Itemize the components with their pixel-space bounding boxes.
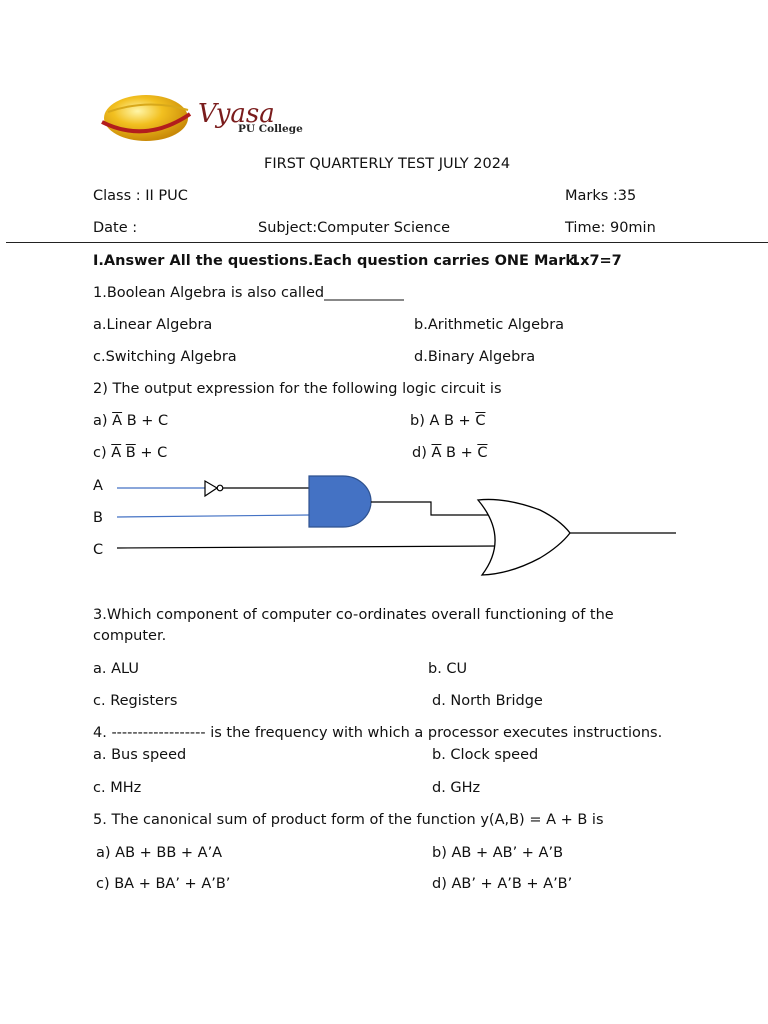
q4-option-a: a. Bus speed [93,747,187,763]
or-gate [478,499,570,575]
q1-option-c: c.Switching Algebra [93,349,237,365]
date-label: Date : [93,220,138,236]
test-title: FIRST QUARTERLY TEST JULY 2024 [264,156,511,172]
question-3-line1: 3.Which component of computer co-ordinates overall functioning of the [93,607,614,623]
question-4: 4. ------------------ is the frequency with which a processor executes instructions. [93,725,663,741]
q5-option-c: c) BA + BA’ + A’B’ [96,876,231,892]
section-instruction: I.Answer All the questions.Each question carries ONE Mark. [93,253,581,269]
q4-option-b: b. Clock speed [432,747,539,763]
q2-option-c: c) $\overline{A}$ $\overline{B} + C$ [93,445,168,461]
class-label: Class : II PUC [93,188,188,204]
question-1: 1.Boolean Algebra is also called___________ [93,285,404,301]
q5-option-d: d) AB’ + A’B + A’B’ [432,876,573,892]
wire-b [117,515,309,517]
q3-option-c: c. Registers [93,693,178,709]
marks-label: Marks :35 [565,188,637,204]
not-gate [205,481,217,496]
wire-and-out [371,502,492,515]
q2-option-a: a) $\overline{A}$ B + C [93,413,169,429]
q1-option-b: b.Arithmetic Algebra [414,317,565,333]
q2-option-d: d) $\overline{A}$ $B + \overline{C}$ [412,445,488,461]
not-gate-bubble [217,485,223,491]
and-gate [309,476,371,527]
input-label-c: C [93,542,104,558]
svg-text:PU College: PU College [238,123,303,135]
question-5: 5. The canonical sum of product form of the function y(A,B) = A + B is [93,812,604,828]
q3-option-b: b. CU [428,661,468,677]
input-label-a: A [93,478,103,494]
section-marks: 1x7=7 [570,253,622,269]
question-3-line2: computer. [93,628,167,644]
q1-option-a: a.Linear Algebra [93,317,213,333]
question-2: 2) The output expression for the following logic circuit is [93,381,502,397]
q1-option-d: d.Binary Algebra [414,349,536,365]
q2-option-b: b) A $B + \overline{C}$ [410,413,486,429]
q4-option-d: d. GHz [432,780,481,796]
q4-option-c: c. MHz [93,780,142,796]
q3-option-d: d. North Bridge [432,693,543,709]
input-label-b: B [93,510,103,526]
q5-option-b: b) AB + AB’ + A’B [432,845,564,861]
q3-option-a: a. ALU [93,661,139,677]
q5-option-a: a) AB + BB + A’A [96,845,223,861]
wire-c [117,546,499,548]
subject-label: Subject:Computer Science [258,220,450,236]
time-label: Time: 90min [565,220,656,236]
svg-text:Vyasa: Vyasa [198,99,275,129]
